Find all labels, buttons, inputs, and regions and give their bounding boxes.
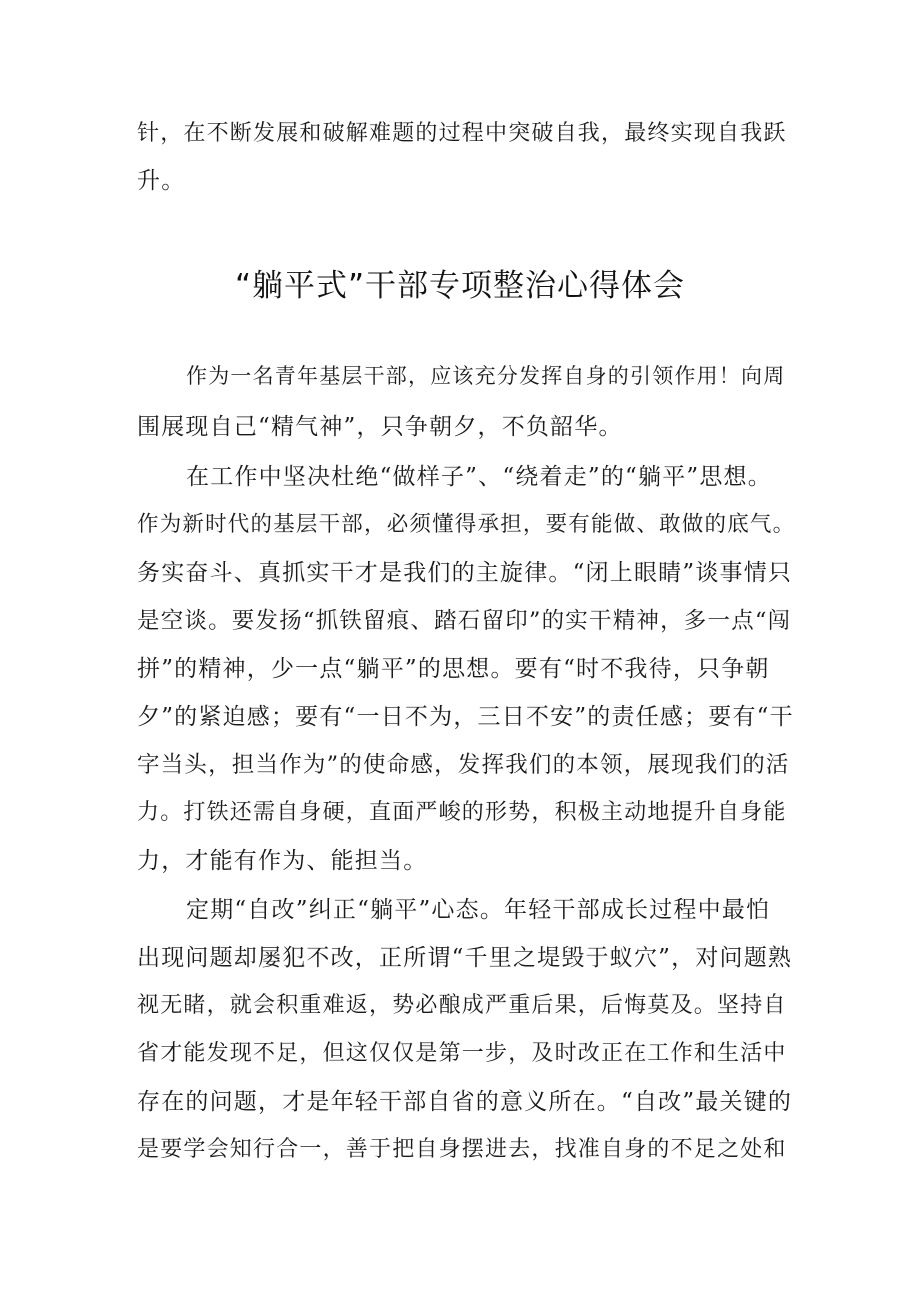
paragraph-2-line-2: 作为新时代的基层干部，必须懂得承担，要有能做、敢做的底气。	[137, 512, 796, 537]
continuation-line-2: 升。	[137, 168, 186, 194]
paragraph-2-line-7: 字当头，担当作为”的使命感，发挥我们的本领，展现我们的活	[137, 752, 790, 778]
paragraph-2-line-6: 夕”的紧迫感；要有“一日不为，三日不安”的责任感；要有“干	[137, 704, 794, 730]
paragraph-3-line-2: 出现问题却屡犯不改，正所谓“千里之堤毁于蚁穴”，对问题熟	[137, 945, 793, 971]
paragraph-3-line-4: 省才能发现不足，但这仅仅是第一步，及时改正在工作和生活中	[137, 1041, 787, 1066]
paragraph-1-line-2: 围展现自己“精气神”，只争朝夕，不负韶华。	[137, 414, 623, 440]
paragraph-2-line-8: 力。打铁还需自身硬，直面严峻的形势，积极主动地提升自身能	[137, 800, 787, 825]
paragraph-2-line-4: 是空谈。要发扬“抓铁留痕、踏石留印”的实干精神，多一点“闯	[137, 608, 792, 634]
continuation-line-1: 针，在不断发展和破解难题的过程中突破自我，最终实现自我跃	[137, 121, 787, 146]
paragraph-2-line-1: 在工作中坚决杜绝“做样子”、“绕着走”的“躺平”思想。	[186, 464, 772, 490]
paragraph-3-line-5: 存在的问题，才是年轻干部自省的意义所在。“自改”最关键的	[137, 1089, 793, 1115]
paragraph-1-line-1: 作为一名青年基层干部，应该充分发挥自身的引领作用！向周	[186, 364, 786, 388]
paragraph-2-line-3: 务实奋斗、真抓实干才是我们的主旋律。“闭上眼睛”谈事情只	[137, 560, 793, 586]
paragraph-3-line-1: 定期“自改”纠正“躺平”心态。年轻干部成长过程中最怕	[186, 897, 771, 923]
paragraph-3-line-3: 视无睹，就会积重难返，势必酿成严重后果，后悔莫及。坚持自	[137, 993, 787, 1018]
document-title: “躺平式”干部专项整治心得体会	[234, 268, 686, 304]
paragraph-2-line-5: 拼”的精神，少一点“躺平”的思想。要有“时不我待，只争朝	[137, 656, 770, 682]
paragraph-2-line-9: 力，才能有作为、能担当。	[137, 848, 428, 874]
paragraph-3-line-6: 是要学会知行合一，善于把自身摆进去，找准自身的不足之处和	[137, 1137, 787, 1162]
